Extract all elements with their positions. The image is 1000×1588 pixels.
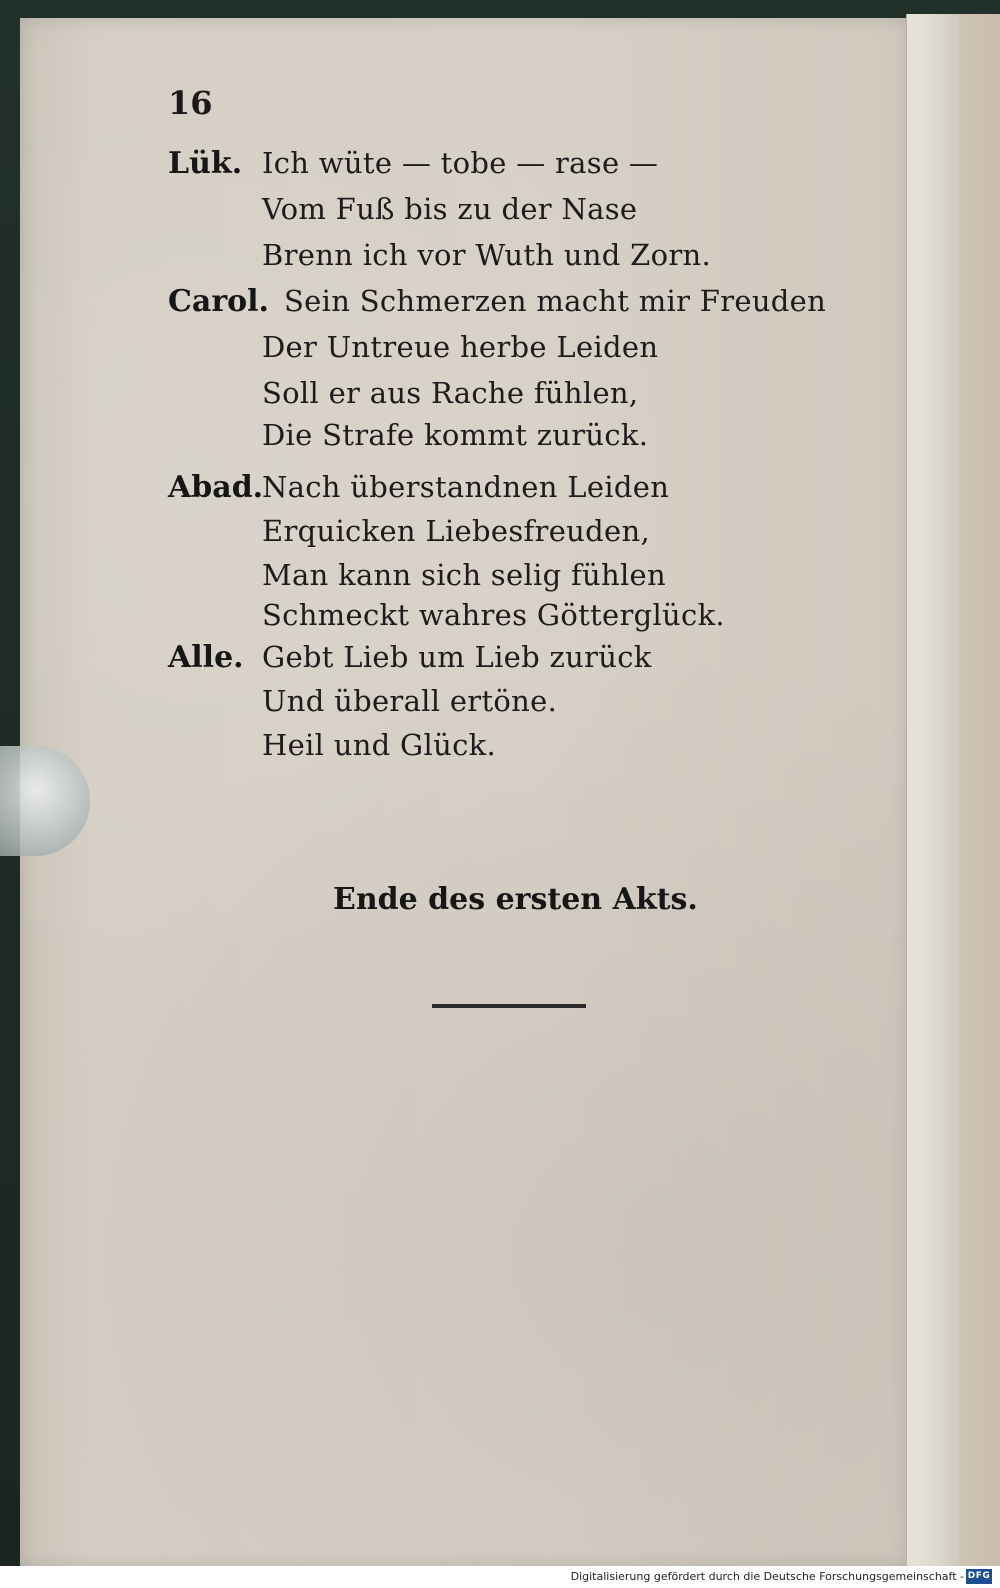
verse-line: Brenn ich vor Wuth und Zorn. [262,238,712,272]
digitization-footer [0,1566,1000,1588]
verse-line: Ich wüte — tobe — rase — [262,146,659,180]
footer-credit-text: Digitalisierung gefördert durch die Deutsche Forschungsgemeinschaft - [570,1570,964,1583]
verse-line: Nach überstandnen Leiden [262,470,670,504]
verse-line: Schmeckt wahres Götterglück. [262,598,725,632]
page-fore-edge [906,14,959,1566]
page-number: 16 [168,84,213,122]
verse-line: Vom Fuß bis zu der Nase [262,192,638,226]
verse-line: Heil und Glück. [262,728,497,762]
horizontal-rule [432,1004,586,1008]
act-ending-line: Ende des ersten Akts. [333,882,698,917]
verse-line: Und überall ertöne. [262,684,558,718]
speaker-name: Carol. [168,284,269,319]
verse-line: Erquicken Liebesfreuden, [262,514,650,548]
verse-line: Der Untreue herbe Leiden [262,330,659,364]
verse-line: Man kann sich selig fühlen [262,558,666,592]
speaker-name: Abad. [168,470,264,505]
adjacent-page [958,14,1000,1566]
dfg-logo-icon: DFG [966,1569,992,1584]
speaker-name: Lük. [168,146,243,181]
verse-line: Soll er aus Rache fühlen, [262,376,639,410]
verse-line: Gebt Lieb um Lieb zurück [262,640,652,674]
speaker-name: Alle. [168,640,244,675]
verse-line: Die Strafe kommt zurück. [262,418,649,452]
verse-line: Sein Schmerzen macht mir Freuden [284,284,827,318]
